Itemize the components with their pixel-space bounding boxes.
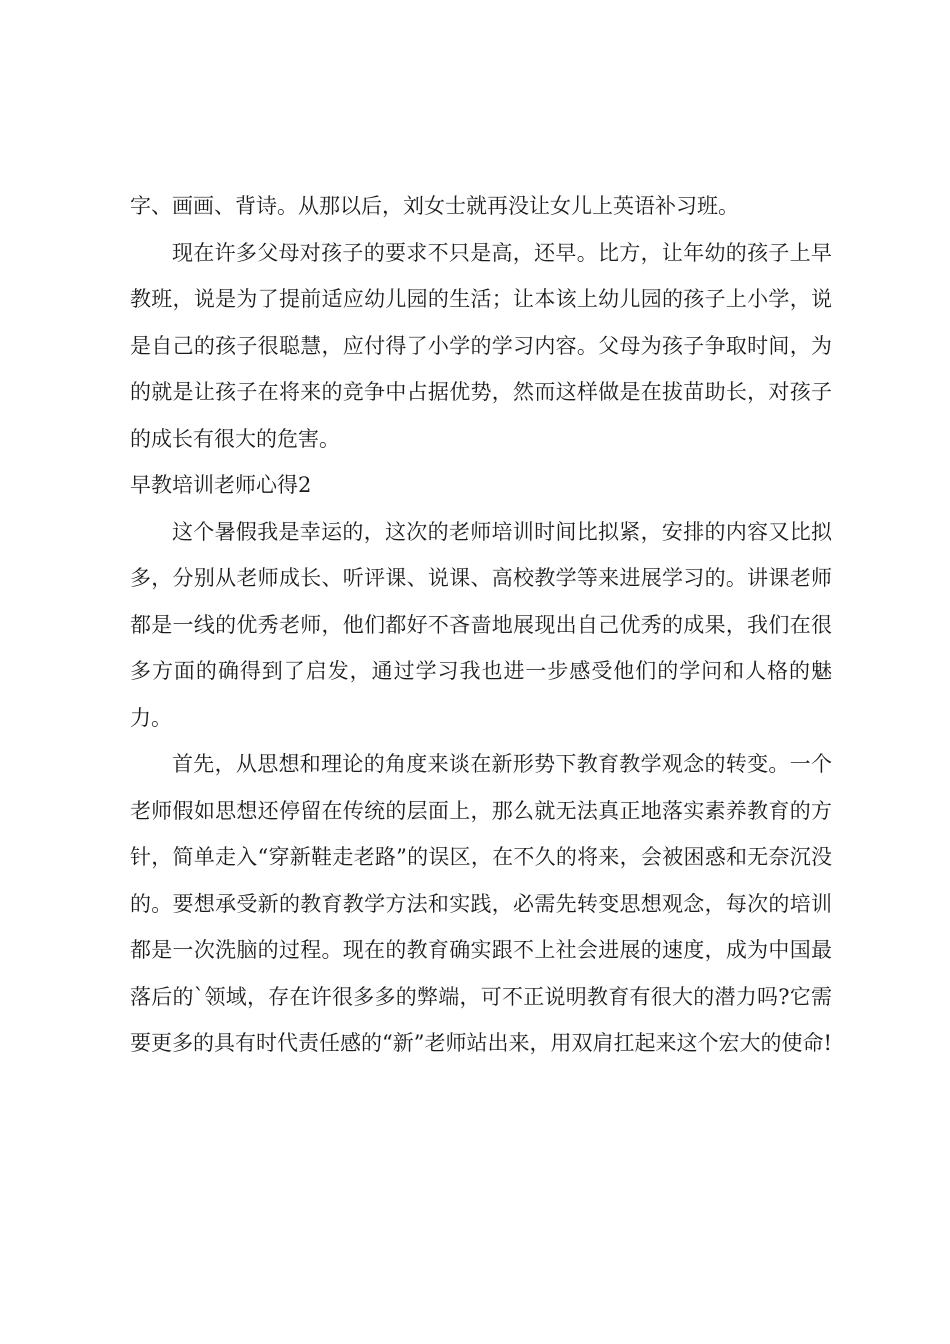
section-heading: 早教培训老师心得2 xyxy=(130,473,312,497)
paragraph-early-education: 现在许多父母对孩子的要求不只是高，还早。比方，让年幼的孩子上早教班，说是为了提前适应幼儿园的生活；让本该上幼儿园的孩子上小学，说是自己的孩子很聪慧，应付得了小学的学习内容。父母为孩子争取时间，为的就是让孩子在将来的竞争中占据优势，然而这样做是在拔苗助长，对孩子的成长有很大的危害。 xyxy=(130,240,832,451)
paragraph-summer-training: 这个暑假我是幸运的，这次的老师培训时间比拟紧，安排的内容又比拟多，分别从老师成长、听评课、说课、高校教学等来进展学习的。讲课老师都是一线的优秀老师，他们都好不吝啬地展现出自己优秀的成果，我们在很多方面的确得到了启发，通过学习我也进一步感受他们的学问和人格的魅力。 xyxy=(130,519,832,730)
paragraph-ideology-change: 首先，从思想和理论的角度来谈在新形势下教育教学观念的转变。一个老师假如思想还停留在传统的层面上，那么就无法真正地落实素养教育的方针，简单走入“穿新鞋走老路”的误区，在不久的将来，会被困惑和无奈沉没的。要想承受新的教育教学方法和实践，必需先转变思想观念，每次的培训都是一次洗脑的过程。现在的教育确实跟不上社会进展的速度，成为中国最落后的`领域，存在许很多多的弊端，可不正说明教育有很大的潜力吗?它需要更多的具有时代责任感的“新”老师站出来，用双肩扛起来这个宏大的使命! xyxy=(130,752,832,1055)
paragraph-continuation: 字、画画、背诗。从那以后，刘女士就再没让女儿上英语补习班。 xyxy=(130,194,739,218)
document-body xyxy=(130,183,832,1067)
